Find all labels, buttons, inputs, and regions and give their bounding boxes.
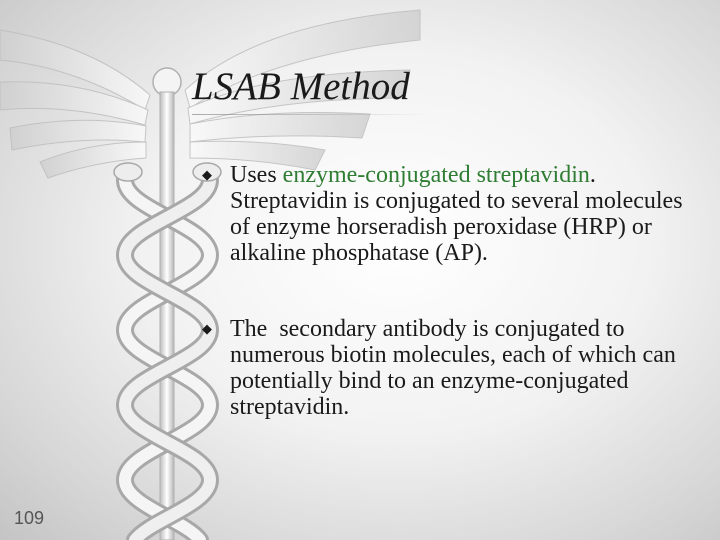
bullet-1-rest: . Streptavidin is conjugated to several molecules of enzyme horseradish peroxidase (HRP) or alkaline phosphatase (AP). (230, 162, 683, 266)
bullet-list (200, 162, 705, 420)
slide-title: LSAB Method (192, 65, 410, 108)
bullet-item-1 (200, 162, 705, 266)
bullet-item-2 (200, 316, 705, 420)
bullet-1-highlight: enzyme-conjugated streptavidin (282, 162, 590, 188)
title-divider (192, 114, 432, 115)
slide-number: 109 (14, 508, 45, 528)
diamond-bullet-icon: ◆ (202, 167, 212, 182)
bullet-1-lead: Uses (230, 162, 283, 188)
bullet-2-text: The secondary antibody is conjugated to numerous biotin molecules, each of which can potentially bind to an enzyme-conjugated streptavidin. (230, 316, 682, 420)
diamond-bullet-icon: ◆ (202, 321, 212, 336)
title-area (192, 62, 692, 112)
left-wing (0, 30, 150, 178)
